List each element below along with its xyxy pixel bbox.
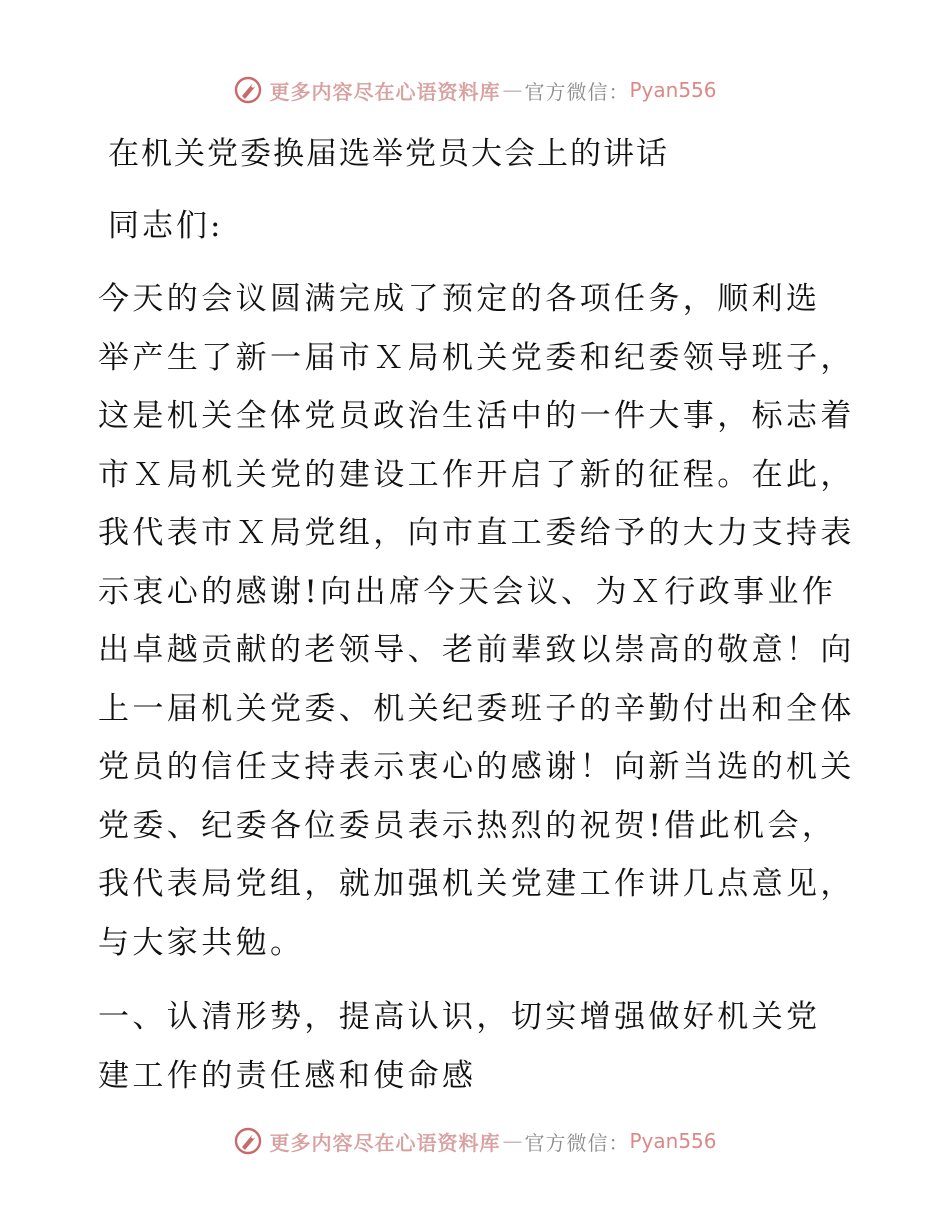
- pen-nib-logo-icon: [233, 75, 263, 105]
- footer-watermark-official: 官方微信：: [524, 1130, 630, 1155]
- paragraph-line: 这是机关全体党员政治生活中的一件大事，标志着: [98, 398, 855, 434]
- paragraph-line: 出卓越贡献的老领导、老前辈致以崇高的敬意！向: [98, 632, 855, 668]
- section-heading: [98, 988, 820, 1105]
- header-watermark-id: Pyan556: [629, 78, 717, 102]
- footer-watermark-banner: [0, 1121, 950, 1161]
- paragraph-line: 举产生了新一届市Ｘ局机关党委和纪委领导班子，: [98, 339, 855, 376]
- header-watermark-banner: [0, 70, 950, 110]
- section-heading-line: 建工作的责任感和使命感: [98, 1057, 477, 1094]
- body-paragraph: [98, 270, 855, 972]
- footer-watermark-dash: —: [502, 1129, 523, 1153]
- paragraph-line: 党员的信任支持表示衷心的感谢！向新当选的机关: [98, 749, 855, 785]
- pen-nib-logo-icon: [233, 1126, 263, 1156]
- paragraph-line: 与大家共勉。: [98, 924, 305, 961]
- paragraph-line: 上一届机关党委、机关纪委班子的辛勤付出和全体: [98, 690, 855, 727]
- paragraph-line: 今天的会议圆满完成了预定的各项任务，顺利选: [98, 281, 821, 317]
- paragraph-line: 示衷心的感谢!向出席今天会议、为Ｘ行政事业作: [98, 573, 837, 610]
- section-heading-line: 一、认清形势，提高认识，切实增强做好机关党: [98, 999, 821, 1035]
- paragraph-line: 党委、纪委各位委员表示热烈的祝贺!借此机会，: [98, 807, 837, 844]
- footer-watermark-id: Pyan556: [629, 1129, 717, 1153]
- header-watermark-official: 官方微信：: [524, 79, 630, 104]
- document-title: 在机关党委换届选举党员大会上的讲话: [108, 136, 669, 172]
- paragraph-line: 我代表局党组，就加强机关党建工作讲几点意见，: [98, 866, 855, 902]
- header-watermark-text: 更多内容尽在心语资料库: [269, 79, 501, 104]
- footer-watermark-text: 更多内容尽在心语资料库: [269, 1130, 501, 1155]
- header-watermark-dash: —: [502, 78, 523, 102]
- salutation: 同志们:: [108, 208, 224, 244]
- paragraph-line: 市Ｘ局机关党的建设工作开启了新的征程。在此，: [98, 456, 855, 493]
- paragraph-line: 我代表市Ｘ局党组，向市直工委给予的大力支持表: [98, 515, 855, 551]
